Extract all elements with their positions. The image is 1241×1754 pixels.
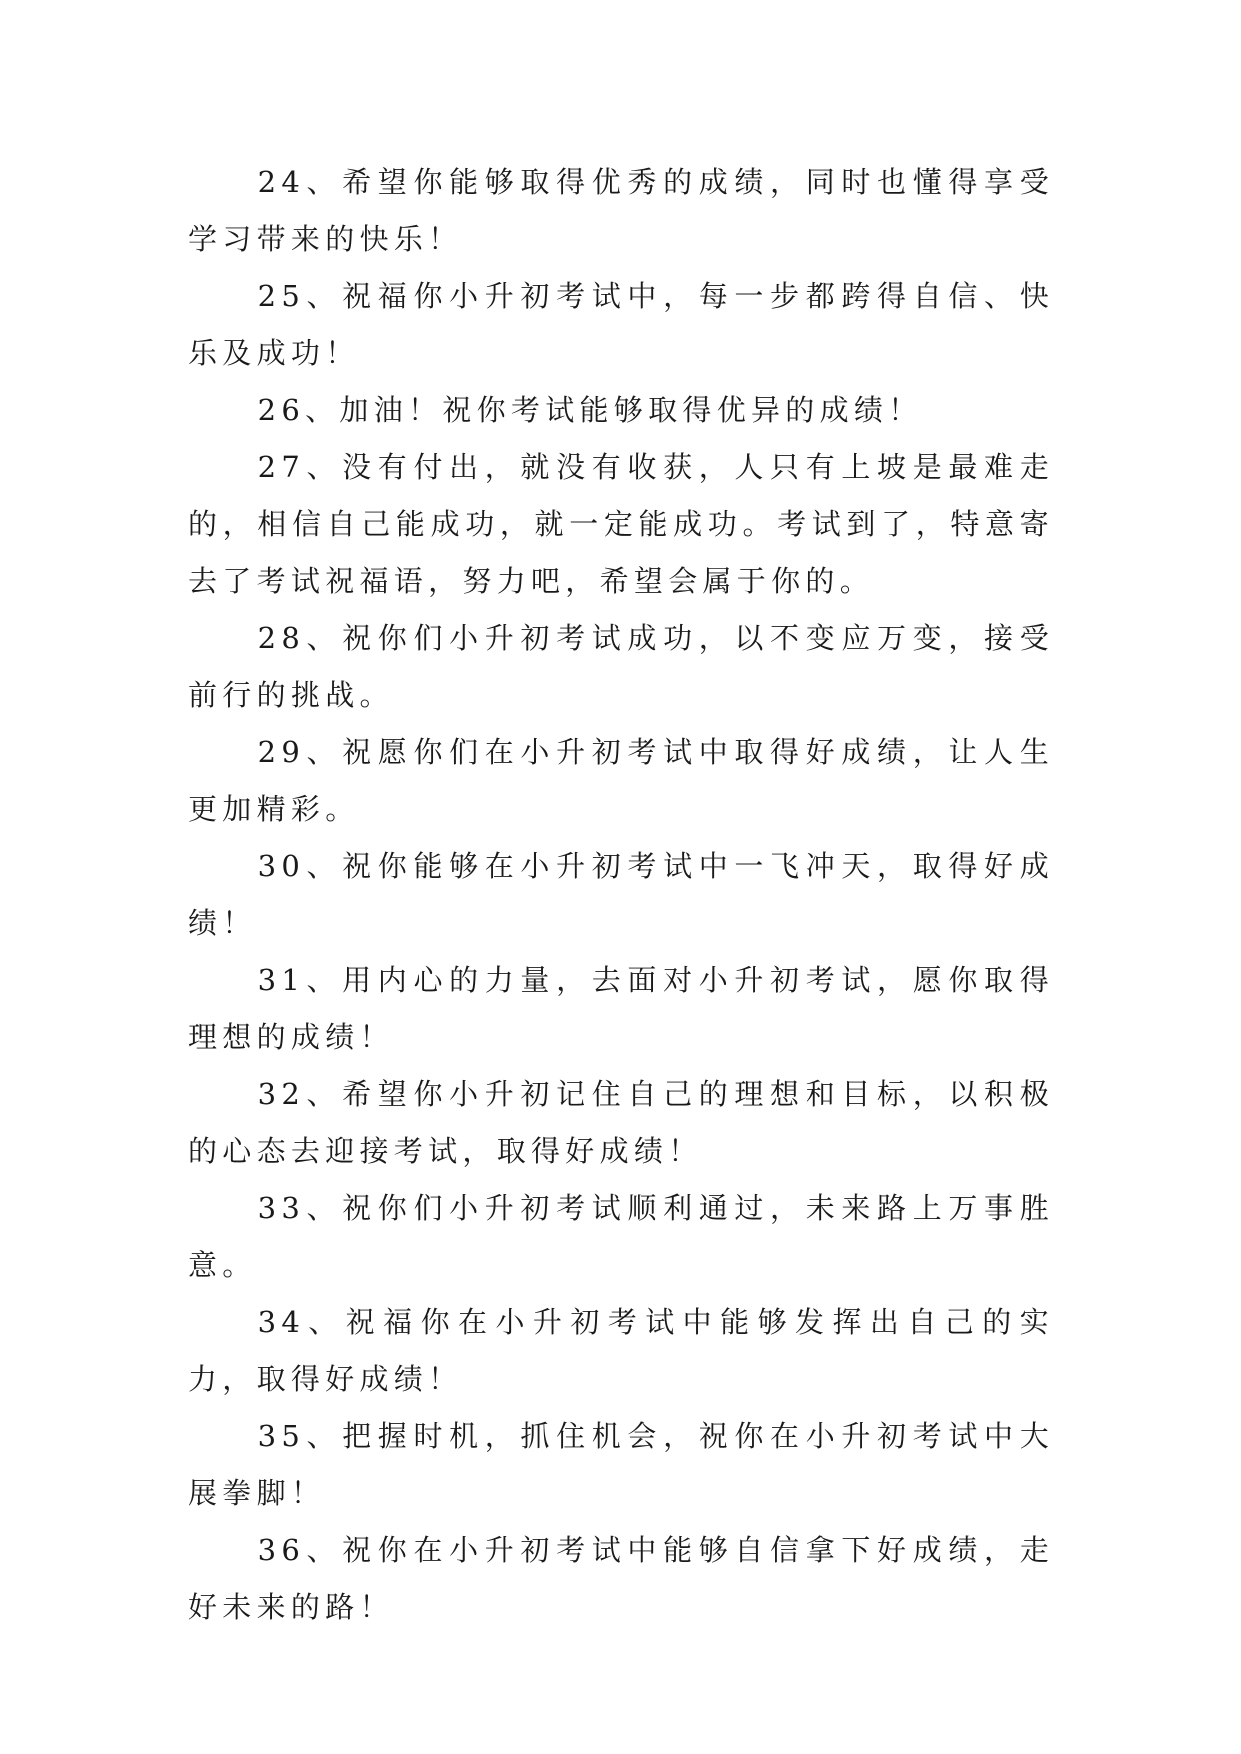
paragraph-34: 34、祝福你在小升初考试中能够发挥出自己的实力，取得好成绩！ bbox=[188, 1305, 1054, 1396]
paragraph-24: 24、希望你能够取得优秀的成绩，同时也懂得享受学习带来的快乐！ bbox=[188, 165, 1054, 256]
paragraph-32: 32、希望你小升初记住自己的理想和目标，以积极的心态去迎接考试，取得好成绩！ bbox=[188, 1077, 1054, 1168]
paragraph-30: 30、祝你能够在小升初考试中一飞冲天，取得好成绩！ bbox=[188, 849, 1054, 940]
paragraph-29: 29、祝愿你们在小升初考试中取得好成绩，让人生更加精彩。 bbox=[188, 735, 1054, 826]
paragraph-35: 35、把握时机，抓住机会，祝你在小升初考试中大展拳脚！ bbox=[188, 1419, 1054, 1510]
paragraph-31: 31、用内心的力量，去面对小升初考试，愿你取得理想的成绩！ bbox=[188, 963, 1054, 1054]
paragraph-27: 27、没有付出，就没有收获，人只有上坡是最难走的，相信自己能成功，就一定能成功。考试到了，特意寄去了考试祝福语，努力吧，希望会属于你的。 bbox=[188, 450, 1054, 598]
paragraph-26: 26、加油！祝你考试能够取得优异的成绩！ bbox=[257, 393, 923, 427]
paragraph-25: 25、祝福你小升初考试中，每一步都跨得自信、快乐及成功！ bbox=[188, 279, 1054, 370]
paragraph-28: 28、祝你们小升初考试成功，以不变应万变，接受前行的挑战。 bbox=[188, 621, 1054, 712]
paragraph-33: 33、祝你们小升初考试顺利通过，未来路上万事胜意。 bbox=[188, 1191, 1054, 1282]
paragraph-36: 36、祝你在小升初考试中能够自信拿下好成绩，走好未来的路！ bbox=[188, 1533, 1054, 1624]
document-body bbox=[188, 154, 1054, 1636]
